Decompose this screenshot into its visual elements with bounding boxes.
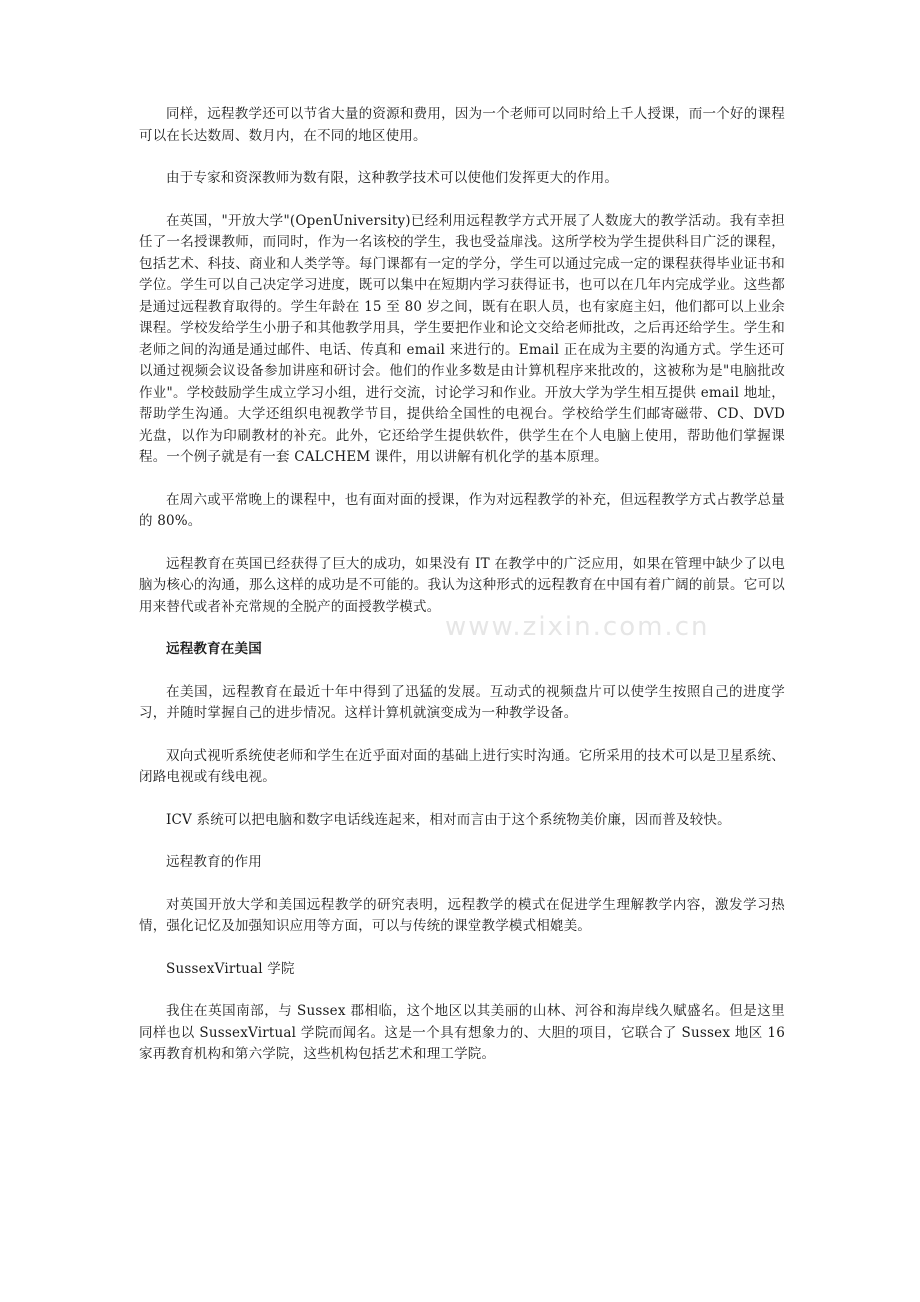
- section-heading-sussex: SussexVirtual 学院: [166, 960, 295, 977]
- paragraph-success: 远程教育在英国已经获得了巨大的成功，如果没有 IT 在教学中的广泛应用，如果在管理中缺少了以电脑为核心的沟通，那么这样的成功是不可能的。我认为这种形式的远程教育在中国有着广阔的前景。它可以用来替代或者补充常规的全脱产的面授教学模式。: [139, 555, 785, 615]
- paragraph-us-growth: 在美国，远程教育在最近十年中得到了迅猛的发展。互动式的视频盘片可以使学生按照自己的进度学习，并随时掌握自己的进步情况。这样计算机就演变成为一种教学设备。: [139, 683, 785, 721]
- document-body: [139, 104, 785, 1087]
- paragraph-face-to-face: 在周六或平常晚上的课程中，也有面对面的授课，作为对远程教学的补充，但远程教学方式占教学总量的 80%。: [139, 491, 785, 529]
- section-heading-role: 远程教育的作用: [166, 854, 262, 870]
- paragraph-open-university: 在英国，"开放大学"(OpenUniversity)已经利用远程教学方式开展了人数庞大的教学活动。我有幸担任了一名授课教师，而同时，作为一名该校的学生，我也受益扉浅。这所学校为学生提供科目广泛的课程，包括艺术、科技、商业和人类学等。每门课都有一定的学分，学生可以通过完成一定的课程获得毕业证书和学位。学生可以自己决定学习进度，既可以集中在短期内学习获得证书，也可以在几年内完成学业。这些都是通过远程教育取得的。学生年龄在 15 至 80 岁之间，既有在职人员，也有家庭主妇，他们都可以上业余课程。学校发给学生小册子和其他教学用具，学生要把作业和论文交给老师批改，之后再还给学生。学生和老师之间的沟通是通过邮件、电话、传真和 email 来进行的。Email 正在成为主要的沟通方式。学生还可以通过视频会议设备参加讲座和研讨会。他们的作业多数是由计算机程序来批改的，这被称为是"电脑批改作业"。学校鼓励学生成立学习小组，进行交流，讨论学习和作业。开放大学为学生相互提供 email 地址，帮助学生沟通。大学还组织电视教学节目，提供给全国性的电视台。学校给学生们邮寄磁带、CD、DVD 光盘，以作为印刷教材的补充。此外，它还给学生提供软件，供学生在个人电脑上使用，帮助他们掌握课程。一个例子就是有一套 CALCHEM 课件，用以讲解有机化学的基本原理。: [139, 212, 785, 465]
- paragraph-sussex: 我住在英国南部，与 Sussex 郡相临，这个地区以其美丽的山林、河谷和海岸线久赋盛名。但是这里同样也以 SussexVirtual 学院而闻名。这是一个具有想象力的、大胆的项目，它联合了 Sussex 地区 16 家再教育机构和第六学院，这些机构包括艺术和理工学院。: [139, 1003, 785, 1062]
- watermark-text: www.zixin.com.cn: [445, 612, 710, 642]
- paragraph-experts: 由于专家和资深教师为数有限，这种教学技术可以使他们发挥更大的作用。: [166, 170, 619, 186]
- paragraph-savings: 同样，远程教学还可以节省大量的资源和费用，因为一个老师可以同时给上千人授课，而一个好的课程可以在长达数周、数月内，在不同的地区使用。: [139, 106, 785, 144]
- paragraph-icv: ICV 系统可以把电脑和数字电话线连起来，相对而言由于这个系统物美价廉，因而普及较快。: [166, 811, 731, 828]
- section-heading-us: 远程教育在美国: [166, 641, 262, 657]
- paragraph-two-way-av: 双向式视听系统使老师和学生在近乎面对面的基础上进行实时沟通。它所采用的技术可以是卫星系统、闭路电视或有线电视。: [139, 747, 785, 785]
- paragraph-role: 对英国开放大学和美国远程教学的研究表明，远程教学的模式在促进学生理解教学内容，激发学习热情，强化记忆及加强知识应用等方面，可以与传统的课堂教学模式相媲美。: [139, 896, 785, 934]
